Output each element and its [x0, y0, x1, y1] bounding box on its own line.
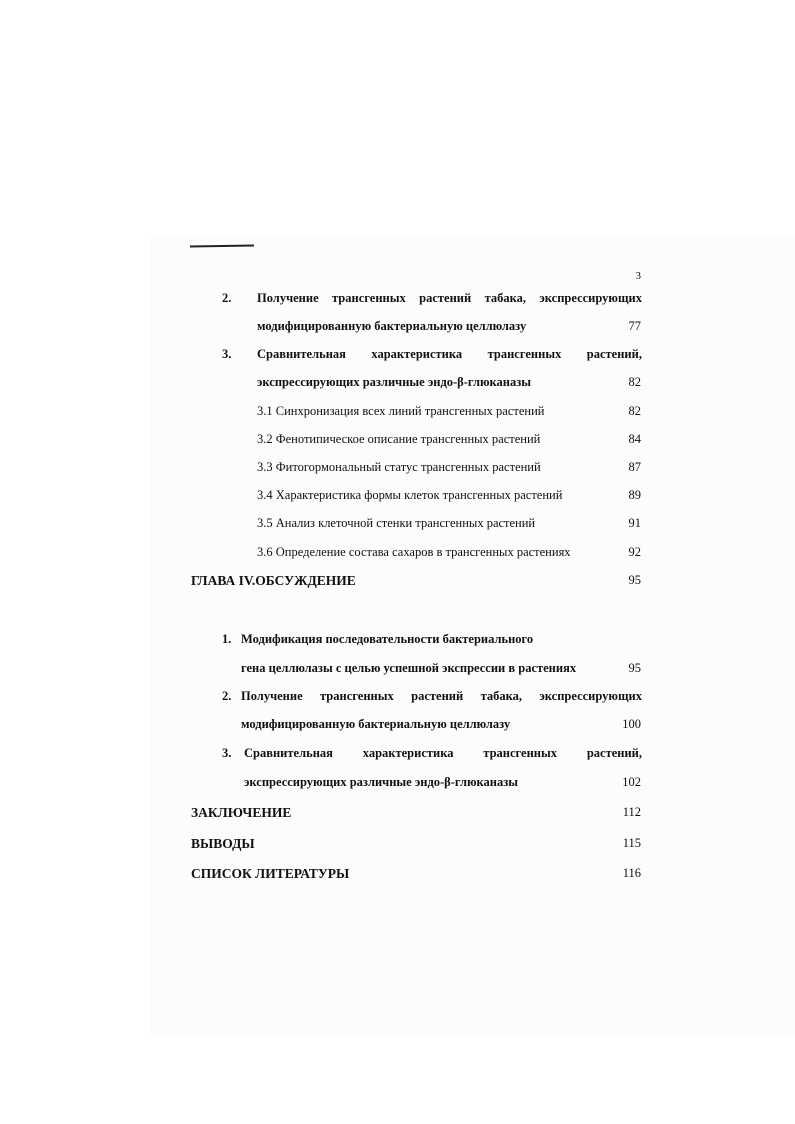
- toc-word: Сравнительная: [257, 347, 346, 361]
- toc-page-ref: 89: [628, 488, 641, 502]
- toc-word: Получение: [257, 291, 319, 305]
- toc-entry-title: Модификация последовательности бактериального: [241, 632, 534, 646]
- toc-chapter-title: ГЛАВА IV.ОБСУЖДЕНИЕ: [191, 573, 356, 588]
- toc-word: трансгенных: [483, 746, 558, 760]
- toc-word: растений: [419, 291, 472, 305]
- toc-subsection: 3.6 Определение состава сахаров в трансгенных растениях: [257, 545, 571, 559]
- toc-subsection: 3.3 Фитогормональный статус трансгенных растений: [257, 460, 541, 474]
- toc-entry-number: 3.: [222, 347, 232, 361]
- toc-subsection: 3.1 Синхронизация всех линий трансгенных растений: [257, 404, 545, 418]
- toc-page-ref: 116: [622, 866, 641, 880]
- toc-word: растений,: [586, 347, 642, 361]
- toc-entry-title: [244, 746, 642, 761]
- toc-entry-title-cont: гена целлюлазы с целью успешной экспрессии в растениях: [241, 661, 577, 675]
- toc-page-ref: 95: [628, 661, 641, 675]
- toc-page-ref: 102: [622, 775, 641, 789]
- toc-page-ref: 92: [628, 545, 641, 559]
- toc-entry-number: 2.: [222, 291, 232, 305]
- toc-entry-number: 2.: [222, 689, 232, 703]
- toc-chapter-title: ЗАКЛЮЧЕНИЕ: [191, 805, 292, 820]
- toc-entry-title: [257, 291, 642, 306]
- toc-word: экспрессирующих: [539, 689, 642, 703]
- toc-word: характеристика: [371, 347, 463, 361]
- toc-word: Сравнительная: [244, 746, 333, 760]
- toc-page-ref: 91: [628, 516, 641, 530]
- toc-entry-title-cont: модифицированную бактериальную целлюлазу: [257, 319, 527, 333]
- toc-entry-title-cont: экспрессирующих различные эндо-β-глюканазы: [257, 375, 532, 389]
- toc-page-ref: 115: [622, 836, 641, 850]
- toc-chapter-title: СПИСОК ЛИТЕРАТУРЫ: [191, 866, 350, 881]
- toc-page-ref: 77: [628, 319, 641, 333]
- toc-page-ref: 100: [622, 717, 641, 731]
- toc-page-ref: 87: [628, 460, 641, 474]
- toc-entry-number: 3.: [222, 746, 232, 760]
- toc-entry-title-cont: модифицированную бактериальную целлюлазу: [241, 717, 511, 731]
- toc-word: растений,: [586, 746, 642, 760]
- toc-subsection: 3.5 Анализ клеточной стенки трансгенных растений: [257, 516, 536, 530]
- page-number: 3: [635, 270, 641, 282]
- toc-word: табака,: [480, 689, 522, 703]
- toc-word: трансгенных: [487, 347, 562, 361]
- toc-word: трансгенных: [320, 689, 394, 703]
- toc-page-ref: 82: [628, 404, 641, 418]
- toc-word: трансгенных: [332, 291, 406, 305]
- toc-page-ref: 82: [628, 375, 641, 389]
- toc-word: характеристика: [362, 746, 454, 760]
- toc-entry-number: 1.: [222, 632, 232, 646]
- toc-entry-title: [241, 689, 642, 704]
- toc-subsection: 3.4 Характеристика формы клеток трансгенных растений: [257, 488, 563, 502]
- toc-word: растений: [411, 689, 464, 703]
- toc-word: экспрессирующих: [539, 291, 642, 305]
- toc-page-ref: 95: [628, 573, 641, 587]
- toc-page-ref: 84: [628, 432, 641, 446]
- toc-entry-title: [257, 347, 642, 362]
- toc-chapter-title: ВЫВОДЫ: [191, 836, 255, 851]
- toc-entry-title-cont: экспрессирующих различные эндо-β-глюканазы: [244, 775, 519, 789]
- toc-page-ref: 112: [622, 805, 641, 819]
- toc-word: Получение: [241, 689, 303, 703]
- toc-word: табака,: [484, 291, 526, 305]
- toc-subsection: 3.2 Фенотипическое описание трансгенных растений: [257, 432, 541, 446]
